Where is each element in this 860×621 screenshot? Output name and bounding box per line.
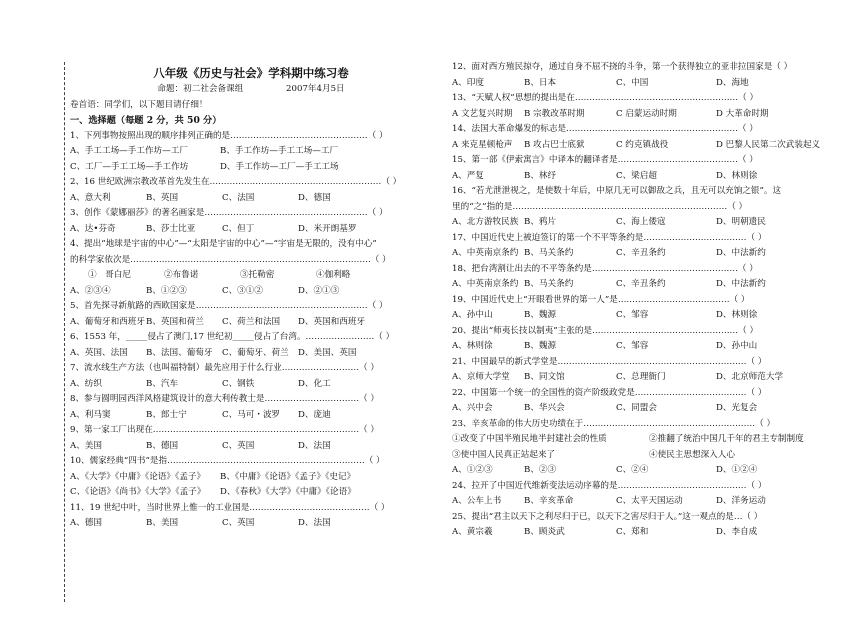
answer-option[interactable]: C、辛丑条约 <box>616 279 666 289</box>
answer-option[interactable]: B、同文馆 <box>524 372 565 382</box>
question-stem: 23、辛亥革命的伟大历史功绩在于……………………………………………………（ ） <box>452 418 776 429</box>
option-row <box>452 308 846 324</box>
answer-option[interactable]: D、洋务运动 <box>716 496 766 506</box>
answer-option[interactable]: A、林则徐 <box>452 341 493 351</box>
answer-option[interactable]: B、汽车 <box>146 378 179 389</box>
exam-author: 命题：初二社会备课组 <box>157 84 244 94</box>
answer-option[interactable]: D、李自成 <box>716 527 758 537</box>
answer-option[interactable]: A、意大利 <box>70 192 111 203</box>
answer-option[interactable]: B、《中庸》《论语》《孟子》《史记》 <box>220 471 356 482</box>
answer-option[interactable]: C、太平天国运动 <box>616 496 683 506</box>
option-row <box>70 408 432 424</box>
option-row <box>452 277 846 293</box>
question-stem: 10、儒家经典“四书”是指……………………………………………………………（ ） <box>70 456 385 466</box>
answer-option[interactable]: C、但丁 <box>222 223 255 234</box>
question-stem: 8、参与圆明园西洋风格建筑设计的意大利传教士是……………………………（ ） <box>70 394 379 404</box>
left-column <box>70 60 432 532</box>
answer-option[interactable]: A、达•芬奇 <box>70 223 116 234</box>
answer-option[interactable]: B、英国和荷兰 <box>146 316 204 327</box>
answer-option[interactable]: C、钢铁 <box>222 378 255 389</box>
question-stem: 18、把台湾割让出去的不平等条约是……………………………………………（ ） <box>452 263 758 274</box>
answer-option[interactable]: B、法国、葡萄牙 <box>146 347 213 358</box>
answer-option[interactable]: A、纺织 <box>70 378 102 389</box>
question-stem: 17、中国近代史上被迫签订的第一个不平等条约是………………………………（ ） <box>452 232 767 243</box>
option-row <box>70 485 432 501</box>
answer-option[interactable]: B、马关条约 <box>524 248 574 258</box>
answer-option[interactable]: A、葡萄牙和西班牙 <box>70 316 145 327</box>
answer-option[interactable]: A、公车上书 <box>452 496 502 506</box>
answer-option[interactable]: A、京师大学堂 <box>452 372 510 382</box>
answer-option[interactable]: B、美国 <box>146 518 179 528</box>
option-row <box>452 138 846 154</box>
answer-option[interactable]: C、同盟会 <box>616 403 657 413</box>
answer-option[interactable]: ④使民主思想深入人心 <box>649 449 735 460</box>
answer-option[interactable]: D、明朝遗民 <box>716 217 766 227</box>
answer-option[interactable]: D、孙中山 <box>716 341 758 351</box>
answer-option[interactable]: C、海上倭寇 <box>616 217 666 227</box>
option-row <box>70 222 432 238</box>
answer-option[interactable]: A、德国 <box>70 518 102 528</box>
answer-option[interactable]: C、③①② <box>222 285 263 296</box>
answer-option[interactable]: B、林纾 <box>524 170 557 181</box>
answer-option[interactable]: A、美国 <box>70 440 102 451</box>
answer-option[interactable]: D、海地 <box>716 77 749 88</box>
option-row <box>70 439 432 455</box>
exam-title: 八年级《历史与社会》学科期中练习卷 <box>153 66 349 80</box>
question-stem: 20、提出“师夷长技以制夷”主张的是……………………………………………（ ） <box>452 325 759 336</box>
question-stem: 22、中国第一个统一的全国性的资产阶级政党是…………………………………（ ） <box>452 387 767 398</box>
option-row <box>70 268 432 284</box>
option-row <box>452 246 846 262</box>
answer-option[interactable]: A、英国、法国 <box>70 347 128 358</box>
answer-option[interactable]: C、《论语》《尚书》《大学》《孟子》 <box>70 487 206 497</box>
greeting: 卷首语：同学们，以下题目请仔细！ <box>70 99 208 110</box>
option-row <box>70 315 432 331</box>
answer-option[interactable]: D 巴黎人民第二次武装起义 <box>716 139 821 150</box>
answer-option[interactable]: ④伽利略 <box>316 270 351 280</box>
question-stem: 6、1553 年，_____侵占了澳门,17 世纪初_____侵占了台湾。……………………（ ） <box>70 332 395 342</box>
answer-option[interactable]: D 大革命时期 <box>716 108 769 119</box>
section-heading: 一、选择题（每题 2 分，共 50 分） <box>70 115 222 126</box>
option-row <box>70 191 432 207</box>
answer-option[interactable]: A、②③④ <box>70 285 111 296</box>
question-stem: 2、16 世纪欧洲宗教改革首先发生在……………………………………………………（ ） <box>70 177 402 187</box>
question-stem: 16、“若尤泄泄视之，是使数十年后，中原几无可以御敌之兵，且无可以充饷之银”。这 <box>452 186 782 196</box>
answer-option[interactable]: B、日本 <box>524 77 557 88</box>
answer-option[interactable]: D、中法新约 <box>716 279 766 289</box>
answer-option[interactable]: A、手工工场—手工作坊—工厂 <box>70 146 188 156</box>
answer-option[interactable]: A、中英南京条约 <box>452 248 519 258</box>
option-row <box>70 144 432 160</box>
answer-option[interactable]: A、严复 <box>452 170 484 181</box>
answer-option[interactable]: D、庞迪 <box>298 409 331 420</box>
answer-option[interactable]: A、中英南京条约 <box>452 279 519 289</box>
answer-option[interactable]: B、马关条约 <box>524 279 574 289</box>
option-row <box>70 346 432 362</box>
binding-line <box>64 62 65 602</box>
option-row <box>452 215 846 231</box>
answer-option[interactable]: ①改变了中国半殖民地半封建社会的性质 <box>452 434 607 444</box>
question-stem: 12、面对西方殖民掠夺，通过自身不屈不挠的斗争，第一个获得独立的亚非拉国家是（ ） <box>452 62 793 72</box>
answer-option[interactable]: B、①②③ <box>146 285 187 296</box>
answer-option[interactable]: D、法国 <box>298 440 331 451</box>
answer-option[interactable]: C、总理衙门 <box>616 372 666 382</box>
answer-option[interactable]: C、荷兰和法国 <box>222 316 281 327</box>
option-row <box>70 160 432 176</box>
option-row <box>452 494 846 510</box>
answer-option[interactable]: B、莎士比亚 <box>146 223 196 234</box>
answer-option[interactable]: A、孙中山 <box>452 310 493 320</box>
question-stem: 21、中国最早的新式学堂是…………………………………………………………（ ） <box>452 356 767 367</box>
question-stem: 14、法国大革命爆发的标志是……………………………………………………（ ） <box>452 124 758 134</box>
question-stem: 4、提出“地球是宇宙的中心”—“太阳是宇宙的中心”—“宇宙是无限的，没有中心” <box>70 239 377 249</box>
answer-option[interactable]: C、②④ <box>616 465 649 475</box>
answer-option[interactable]: D、德国 <box>298 192 331 203</box>
right-column <box>452 60 846 541</box>
answer-option[interactable]: D、米开朗基罗 <box>298 223 357 234</box>
answer-option[interactable]: A 文艺复兴时期 <box>452 108 513 119</box>
answer-option[interactable]: B、英国 <box>146 192 179 203</box>
question-stem: 5、首先探寻新航路的西欧国家是……………………………………………………（ ） <box>70 301 388 311</box>
option-row <box>452 339 846 355</box>
option-row <box>452 448 846 464</box>
exam-date: 2007年4月5日 <box>286 84 345 94</box>
question-stem-continued: 的科学家依次是…………………………………………………………………………（ ） <box>70 254 391 265</box>
question-stem: 11、19 世纪中叶，当时世界上惟一的工业国是……………………………………（ ） <box>70 502 390 513</box>
answer-option[interactable]: C、葡萄牙、荷兰 <box>222 347 289 358</box>
answer-option[interactable]: C 启蒙运动时期 <box>616 108 677 119</box>
option-row <box>70 470 432 486</box>
answer-option[interactable]: C、辛丑条约 <box>616 248 666 258</box>
answer-option[interactable]: B、华兴会 <box>524 403 565 413</box>
option-row <box>70 377 432 393</box>
question-stem: 25、提出“君主以天下之利尽归于已，以天下之害尽归于人。”这一观点的是…（ ） <box>452 511 763 522</box>
answer-option[interactable]: D、美国、英国 <box>298 347 357 358</box>
question-stem-continued: 里的“之”指的是…………………………………………………………………（ ） <box>452 201 748 212</box>
option-row <box>452 463 846 479</box>
question-stem: 19、中国近代史上“开眼看世界的第一人”是…………………………………（ ） <box>452 294 750 305</box>
answer-option[interactable]: B、德国 <box>146 440 179 451</box>
question-stem: 9、第一家工厂出现在………………………………………………………………（ ） <box>70 425 379 435</box>
answer-option[interactable]: B、鸦片 <box>524 217 557 227</box>
left-question-list <box>70 129 432 532</box>
answer-option[interactable]: D、《春秋》《大学》《中庸》《论语》 <box>220 487 356 497</box>
answer-option[interactable]: A、利马窦 <box>70 409 111 420</box>
right-question-list <box>452 60 846 541</box>
question-stem: 24、拉开了中国近代维新变法运动序幕的是………………………………………（ ） <box>452 480 767 491</box>
question-stem: 7、流水线生产方法（也叫福特制）最先应用于什么行业………………………（ ） <box>70 363 379 373</box>
answer-option[interactable]: ③托勒密 <box>240 270 275 280</box>
answer-option[interactable]: B、顾炎武 <box>524 527 565 537</box>
answer-option[interactable]: B、手工作坊—手工工场—工厂 <box>220 146 339 156</box>
answer-option[interactable]: C、英国 <box>222 440 255 451</box>
question-stem: 13、“天赋人权”思想的提出是在…………………………………………………（ ） <box>452 93 759 103</box>
answer-option[interactable]: D、①②④ <box>716 465 758 475</box>
option-row <box>452 76 846 92</box>
answer-option[interactable]: A、黄宗羲 <box>452 527 493 537</box>
option-row <box>70 284 432 300</box>
answer-option[interactable]: A、《大学》《中庸》《论语》《孟子》 <box>70 471 206 482</box>
answer-option[interactable]: C、梁启超 <box>616 170 657 181</box>
answer-option[interactable]: ②推翻了统治中国几千年的君主专制制度 <box>649 434 804 444</box>
option-row <box>452 169 846 185</box>
answer-option[interactable]: C、英国 <box>222 518 255 528</box>
answer-option[interactable]: B 宗教改革时期 <box>524 108 585 119</box>
answer-option[interactable]: B、辛亥革命 <box>524 496 574 506</box>
answer-option[interactable]: B、魏源 <box>524 310 557 320</box>
question-stem: 15、第一部《伊索寓言》中译本的翻译者是……………………………………（ ） <box>452 155 758 165</box>
answer-option[interactable]: ②布鲁诺 <box>164 270 199 280</box>
answer-option[interactable]: A、兴中会 <box>452 403 493 413</box>
answer-option[interactable]: D、②①③ <box>298 285 340 296</box>
answer-option[interactable]: D、中法新约 <box>716 248 766 258</box>
answer-option[interactable]: B 攻占巴士底狱 <box>524 139 585 150</box>
answer-option[interactable]: C 约克镇战役 <box>616 139 669 150</box>
exam-meta <box>70 82 432 98</box>
answer-option[interactable]: D、手工作坊—工厂—手工工场 <box>220 161 339 172</box>
answer-option[interactable]: A、印度 <box>452 77 484 88</box>
answer-option[interactable]: D、林则徐 <box>716 310 758 320</box>
answer-option[interactable]: B、郎士宁 <box>146 409 187 420</box>
question-stem: 3、创作《蒙娜丽莎》的著名画家是…………………………………………………（ ） <box>70 208 388 218</box>
answer-option[interactable]: B、魏源 <box>524 341 557 351</box>
answer-option[interactable]: D、法国 <box>298 518 331 528</box>
answer-option[interactable]: C、马可・波罗 <box>222 409 281 420</box>
answer-option[interactable]: C、法国 <box>222 192 255 203</box>
answer-option[interactable]: D、化工 <box>298 378 331 389</box>
answer-option[interactable]: B、②③ <box>524 465 557 475</box>
answer-option[interactable]: D、英国和西班牙 <box>298 316 366 327</box>
answer-option[interactable]: ③使中国人民真正站起来了 <box>452 449 556 460</box>
option-row <box>452 525 846 541</box>
question-stem: 1、下列事物按照出现的顺序排列正确的是…………………………………………（ ） <box>70 130 388 141</box>
option-row <box>452 432 846 448</box>
answer-option[interactable]: D、光复会 <box>716 403 758 413</box>
answer-option[interactable]: A、北方游牧民族 <box>452 217 519 227</box>
option-row <box>452 401 846 417</box>
answer-option[interactable]: C、中国 <box>616 77 649 88</box>
answer-option[interactable]: ① 哥白尼 <box>88 270 131 280</box>
answer-option[interactable]: D、林则徐 <box>716 170 758 181</box>
answer-option[interactable]: C、郑和 <box>616 527 649 537</box>
answer-option[interactable]: A、①②③ <box>452 465 493 475</box>
option-row <box>70 516 432 532</box>
answer-option[interactable]: C、邹容 <box>616 310 649 320</box>
answer-option[interactable]: D、北京师范大学 <box>716 372 784 382</box>
answer-option[interactable]: A 来克星顿枪声 <box>452 139 513 150</box>
answer-option[interactable]: C、工厂—手工工场—手工作坊 <box>70 161 189 172</box>
answer-option[interactable]: C、邹容 <box>616 341 649 351</box>
option-row <box>452 370 846 386</box>
option-row <box>452 107 846 123</box>
